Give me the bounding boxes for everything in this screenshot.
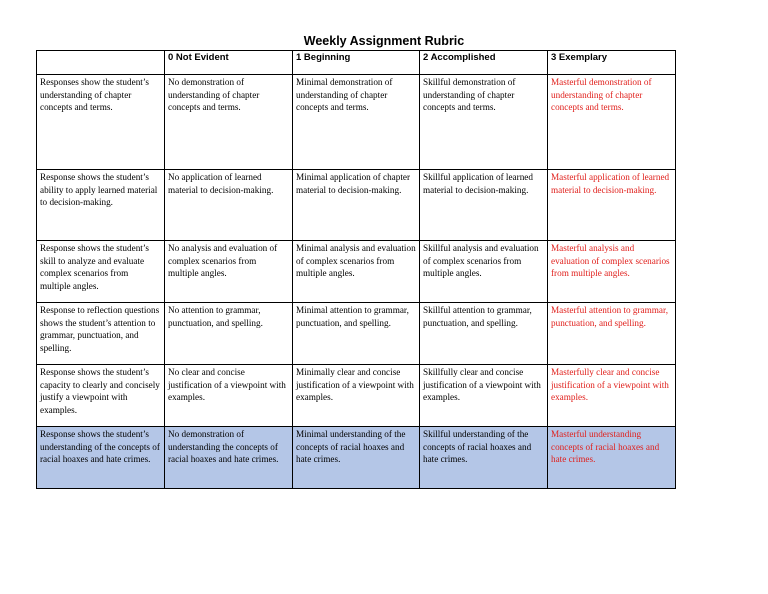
criterion-cell: Response shows the student’s understanding of the concepts of racial hoaxes and hate crimes.: [37, 427, 165, 489]
beginning-cell: Minimal attention to grammar, punctuation, and spelling.: [293, 303, 420, 365]
table-row: [37, 365, 676, 427]
beginning-cell: Minimally clear and concise justification of a viewpoint with examples.: [293, 365, 420, 427]
criterion-cell: Response shows the student’s skill to analyze and evaluate complex scenarios from multiple angles.: [37, 241, 165, 303]
exemplary-cell: Masterful attention to grammar, punctuation, and spelling.: [548, 303, 676, 365]
criterion-cell: Responses show the student’s understanding of chapter concepts and terms.: [37, 75, 165, 170]
not-evident-cell: No demonstration of understanding the concepts of racial hoaxes and hate crimes.: [165, 427, 293, 489]
accomplished-cell: Skillful understanding of the concepts of racial hoaxes and hate crimes.: [420, 427, 548, 489]
exemplary-cell: Masterful application of learned material to decision-making.: [548, 170, 676, 241]
table-row: [37, 170, 676, 241]
header-beginning: 1 Beginning: [293, 51, 420, 75]
accomplished-cell: Skillful demonstration of understanding of chapter concepts and terms.: [420, 75, 548, 170]
criterion-cell: Response shows the student’s capacity to clearly and concisely justify a viewpoint with examples.: [37, 365, 165, 427]
criterion-cell: Response shows the student’s ability to apply learned material to decision-making.: [37, 170, 165, 241]
accomplished-cell: Skillful application of learned material to decision-making.: [420, 170, 548, 241]
rubric-table: [36, 50, 676, 489]
accomplished-cell: Skillful analysis and evaluation of complex scenarios from multiple angles.: [420, 241, 548, 303]
header-criterion: [37, 51, 165, 75]
accomplished-cell: Skillfully clear and concise justification of a viewpoint with examples.: [420, 365, 548, 427]
rubric-title: Weekly Assignment Rubric: [303, 34, 465, 48]
not-evident-cell: No clear and concise justification of a viewpoint with examples.: [165, 365, 293, 427]
exemplary-cell: Masterful analysis and evaluation of complex scenarios from multiple angles.: [548, 241, 676, 303]
not-evident-cell: No analysis and evaluation of complex scenarios from multiple angles.: [165, 241, 293, 303]
exemplary-cell: Masterful demonstration of understanding of chapter concepts and terms.: [548, 75, 676, 170]
not-evident-cell: No attention to grammar, punctuation, and spelling.: [165, 303, 293, 365]
beginning-cell: Minimal application of chapter material to decision-making.: [293, 170, 420, 241]
beginning-cell: Minimal demonstration of understanding of chapter concepts and terms.: [293, 75, 420, 170]
criterion-cell: Response to reflection questions shows the student’s attention to grammar, punctuation, and spelling.: [37, 303, 165, 365]
header-row: [37, 51, 676, 75]
exemplary-cell: Masterful understanding concepts of racial hoaxes and hate crimes.: [548, 427, 676, 489]
header-accomplished: 2 Accomplished: [420, 51, 548, 75]
table-row-highlighted: [37, 427, 676, 489]
beginning-cell: Minimal understanding of the concepts of racial hoaxes and hate crimes.: [293, 427, 420, 489]
accomplished-cell: Skillful attention to grammar, punctuation, and spelling.: [420, 303, 548, 365]
table-row: [37, 241, 676, 303]
not-evident-cell: No application of learned material to decision-making.: [165, 170, 293, 241]
not-evident-cell: No demonstration of understanding of chapter concepts and terms.: [165, 75, 293, 170]
beginning-cell: Minimal analysis and evaluation of complex scenarios from multiple angles.: [293, 241, 420, 303]
exemplary-cell: Masterfully clear and concise justification of a viewpoint with examples.: [548, 365, 676, 427]
table-row: [37, 75, 676, 170]
header-not-evident: 0 Not Evident: [165, 51, 293, 75]
table-row: [37, 303, 676, 365]
header-exemplary: 3 Exemplary: [548, 51, 676, 75]
